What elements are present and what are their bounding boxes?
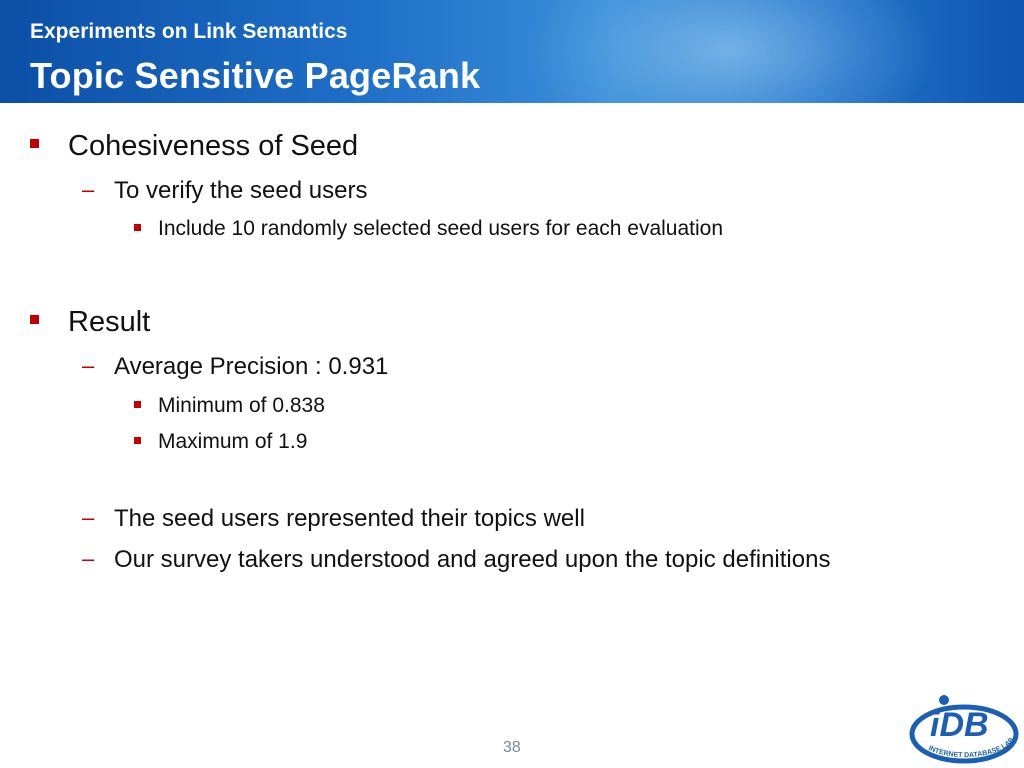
bullet-item [82, 353, 389, 381]
bullet-item [82, 505, 585, 533]
page-number: 38 [503, 739, 521, 756]
slide-subtitle: Experiments on Link Semantics [30, 20, 348, 43]
dash-bullet-icon: – [82, 546, 95, 571]
square-bullet-icon [30, 139, 39, 148]
dash-bullet-icon: – [82, 505, 95, 530]
square-bullet-icon [134, 437, 141, 444]
bullet-item [158, 394, 325, 418]
bullet-text: Include 10 randomly selected seed users for each evaluation [158, 217, 724, 240]
square-bullet-icon [134, 401, 141, 408]
bullet-item [158, 217, 723, 241]
bullet-item [68, 130, 358, 163]
bullet-text: Cohesiveness of Seed [68, 130, 359, 162]
bullet-text: Maximum of 1.9 [158, 430, 308, 453]
square-bullet-icon [134, 224, 141, 231]
svg-text:iDB: iDB [930, 706, 989, 744]
dash-bullet-icon: – [82, 177, 95, 202]
slide-title: Topic Sensitive PageRank [30, 55, 481, 96]
dash-bullet-icon: – [82, 353, 95, 378]
bullet-text: Average Precision : 0.931 [114, 353, 389, 380]
bullet-text: Minimum of 0.838 [158, 394, 325, 417]
bullet-text: The seed users represented their topics well [114, 505, 585, 532]
bullet-item [68, 306, 150, 339]
bullet-item [82, 546, 831, 574]
square-bullet-icon [30, 315, 39, 324]
bullet-text: To verify the seed users [114, 177, 368, 204]
bullet-item [158, 430, 307, 454]
idb-logo [908, 690, 1020, 766]
logo-ring-text: INTERNET DATABASE LAB [927, 736, 1016, 760]
bullet-text: Our survey takers understood and agreed upon the topic definitions [114, 546, 831, 573]
bullet-text: Result [68, 306, 151, 338]
bullet-item [82, 177, 368, 205]
